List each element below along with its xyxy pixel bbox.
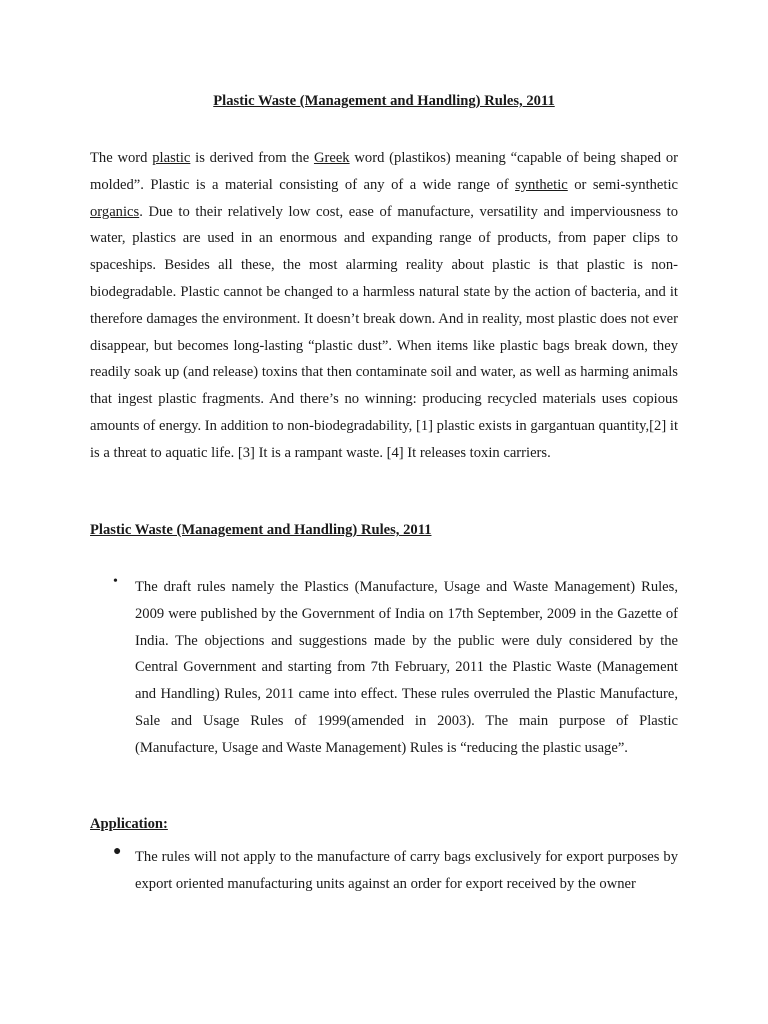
document-title: Plastic Waste (Management and Handling) Rules, 2011: [213, 93, 555, 109]
intro-paragraph: [90, 145, 678, 467]
bullet-text: The draft rules namely the Plastics (Manufacture, Usage and Waste Management) Rules, 2009 were published by the Government of India on 17th September, 2009 in the Gazette of India. The objections and suggestions made by the public were duly considered by the Central Government and starting from 7th February, 2011 the Plastic Waste (Management and Handling) Rules, 2011 came into effect. These rules overruled the Plastic Manufacture, Sale and Usage Rules of 1999(amended in 2003). The main purpose of Plastic (Manufacture, Usage and Waste Management) Rules is “reducing the plastic usage”.: [135, 579, 678, 756]
bullet-list-application: [90, 844, 678, 898]
intro-text-3: word (plastikos) meaning “capable of being shaped or molded”. Plastic is a material consisting of any of a wide range of: [90, 150, 678, 193]
link-plastic[interactable]: plastic: [152, 150, 191, 166]
application-heading: Application:: [90, 816, 168, 832]
list-item: [90, 844, 678, 898]
section-heading: Plastic Waste (Management and Handling) Rules, 2011: [90, 522, 432, 538]
intro-text-1: The word: [90, 150, 153, 166]
intro-text-5: . Due to their relatively low cost, ease of manufacture, versatility and imperviousness to water, plastics are used in an enormous and expanding range of products, from paper clips to spaceships. Besides all these, the most alarming reality about plastic is that plastic is non-biodegradable. Plastic cannot be changed to a harmless natural state by the action of bacteria, and it therefore damages the environment. It doesn’t break down. And in reality, most plastic does not ever disappear, but becomes long-lasting “plastic dust”. When items like plastic bags break down, they readily soak up (and release) toxins that then contaminate soil and water, as well as harming animals that ingest plastic fragments. And there’s no winning: producing recycled materials uses copious amounts of energy. In addition to non-biodegradability, [1] plastic exists in gargantuan quantity,[2] it is a threat to aquatic life. [3] It is a rampant waste. [4] It releases toxin carriers.: [90, 203, 678, 461]
link-greek[interactable]: Greek: [313, 150, 350, 166]
link-organics[interactable]: organics: [90, 203, 140, 220]
bullet-list-rules: [90, 574, 678, 762]
bullet-icon: •: [113, 574, 118, 589]
intro-text-2: is derived from the: [190, 150, 314, 166]
bullet-icon: ●: [113, 844, 122, 859]
intro-text-4: or semi-synthetic: [567, 176, 678, 193]
link-synthetic[interactable]: synthetic: [515, 176, 568, 193]
list-item: [90, 574, 678, 762]
bullet-text: The rules will not apply to the manufacture of carry bags exclusively for export purposes by export oriented manufacturing units against an order for export received by the owner: [135, 849, 678, 892]
